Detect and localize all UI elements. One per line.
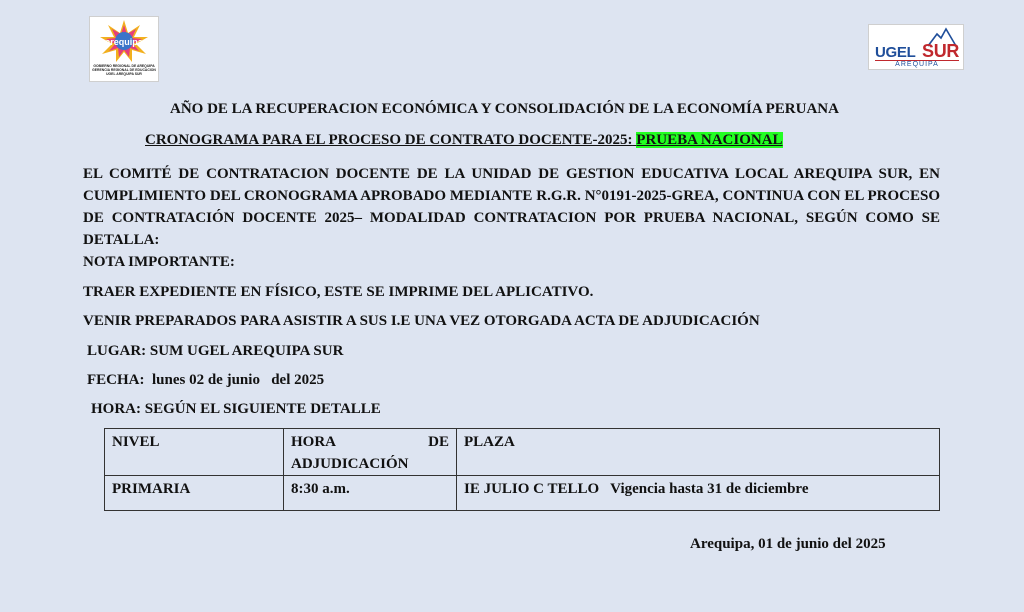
header-hora <box>284 429 457 476</box>
star-burst-icon <box>99 19 149 63</box>
city-wordmark: AREQUIPA <box>875 60 959 69</box>
header-de-word: DE <box>428 434 449 450</box>
cell-hora: 8:30 a.m. <box>284 476 457 511</box>
note-title: NOTA IMPORTANTE: <box>83 254 235 270</box>
table-header-row <box>105 429 940 476</box>
note-item-2: VENIR PREPARADOS PARA ASISTIR A SUS I.E UNA VEZ OTORGADA ACTA DE ADJUDICACIÓN <box>83 313 760 329</box>
sur-wordmark: SUR <box>922 41 960 61</box>
announcement-paragraph: EL COMITÉ DE CONTRATACION DOCENTE DE LA UNIDAD DE GESTION EDUCATIVA LOCAL AREQUIPA SUR, EN CUMPLIMIENTO DEL CRONOGRAMA APROBADO MEDIANTE R.G.R. N°0191-2025-GREA, CONTINUA CON EL PROCESO DE CONTRATACIÓN DOCENTE 2025– MODALIDAD CONTRATACION POR PRUEBA NACIONAL, SEGÚN COMO SE DETALLA: <box>83 166 940 248</box>
arequipa-regional-logo <box>89 16 159 82</box>
header-nivel: NIVEL <box>105 429 284 476</box>
header-adjudicacion-word: ADJUDICACIÓN <box>291 456 409 472</box>
schedule-title <box>145 132 783 149</box>
year-title: AÑO DE LA RECUPERACION ECONÓMICA Y CONSOLIDACIÓN DE LA ECONOMÍA PERUANA <box>170 101 839 117</box>
cell-nivel: PRIMARIA <box>105 476 284 511</box>
ugel-sur-logo <box>868 24 964 70</box>
fecha-line: FECHA: lunes 02 de junio del 2025 <box>87 372 325 388</box>
highlight-prueba-nacional: PRUEBA NACIONAL <box>636 132 783 148</box>
header-plaza: PLAZA <box>457 429 940 476</box>
schedule-table <box>104 428 940 511</box>
signature-date: Arequipa, 01 de junio del 2025 <box>690 536 886 552</box>
logo-wordmark: arequipa <box>105 37 143 47</box>
lugar-line: LUGAR: SUM UGEL AREQUIPA SUR <box>87 343 344 359</box>
table-row <box>105 476 940 511</box>
logo-subtitle: GOBIERNO REGIONAL DE AREQUIPA GERENCIA REGIONAL DE EDUCACION UGEL AREQUIPA SUR <box>92 64 156 76</box>
cell-plaza: IE JULIO C TELLO Vigencia hasta 31 de diciembre <box>457 476 940 511</box>
header-hora-word: HORA <box>291 434 336 450</box>
hora-line: HORA: SEGÚN EL SIGUIENTE DETALLE <box>91 401 381 417</box>
note-item-1: TRAER EXPEDIENTE EN FÍSICO, ESTE SE IMPRIME DEL APLICATIVO. <box>83 284 594 300</box>
schedule-title-text: CRONOGRAMA PARA EL PROCESO DE CONTRATO DOCENTE-2025: <box>145 132 633 148</box>
ugel-wordmark: UGEL <box>875 44 916 61</box>
